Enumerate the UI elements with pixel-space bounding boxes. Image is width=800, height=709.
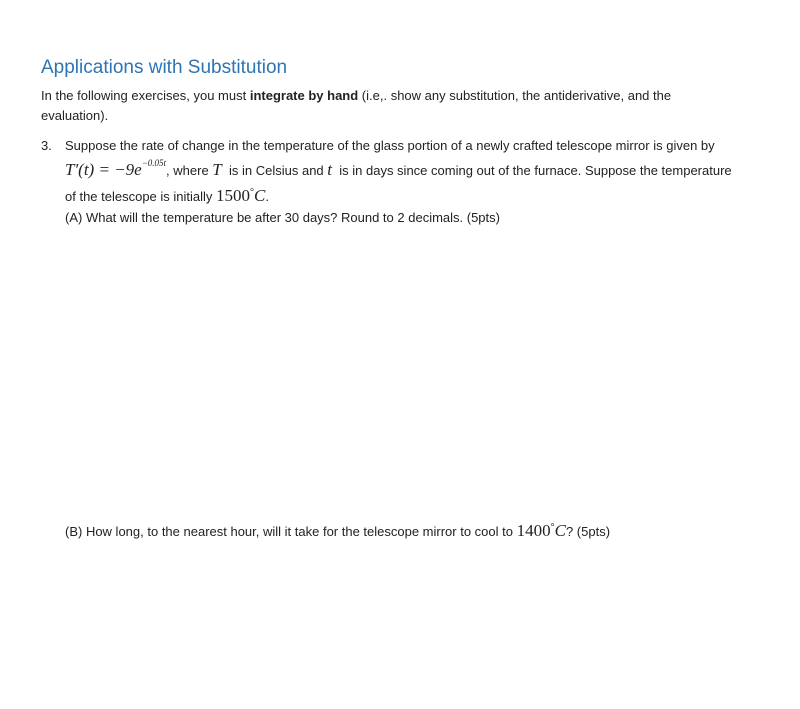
question-line-1: Suppose the rate of change in the temperature of the glass portion of a newly crafted telescope mirror is given by xyxy=(65,138,715,153)
line2-text-c: is in days since coming out of the furnace. Suppose the temperature xyxy=(335,163,732,178)
intro-text-before: In the following exercises, you must xyxy=(41,88,250,103)
initial-temperature: 1500°C xyxy=(216,186,266,205)
formula-lhs: T′(t) = −9e xyxy=(65,160,142,179)
question-line-2 xyxy=(65,157,732,183)
part-a: (A) What will the temperature be after 30 days? Round to 2 decimals. (5pts) xyxy=(65,210,500,225)
target-temperature: 1400°C xyxy=(516,521,566,540)
formula-exponent: −0.05t xyxy=(141,158,167,168)
intro-bold-text: integrate by hand xyxy=(249,88,359,103)
intro-paragraph xyxy=(41,86,741,126)
variable-T: T xyxy=(212,160,222,179)
question-number: 3. xyxy=(41,138,52,153)
derivative-formula xyxy=(65,160,166,179)
line3-text: of the telescope is initially xyxy=(65,189,217,204)
part-b-end: ? (5pts) xyxy=(565,524,611,539)
degree-mark: ° xyxy=(250,187,255,198)
line2-text-a: , where xyxy=(166,163,213,178)
part-b xyxy=(65,520,610,542)
variable-t: t xyxy=(327,160,333,179)
degree-mark-b: ° xyxy=(550,522,555,533)
question-line-3 xyxy=(65,185,269,207)
intro-text-after: (i.e,. show any substitution, the antiderivative, and the evaluation). xyxy=(41,88,672,123)
section-title: Applications with Substitution xyxy=(41,57,288,78)
part-b-text: (B) How long, to the nearest hour, will it take for the telescope mirror to cool to xyxy=(65,524,517,539)
line3-end: . xyxy=(265,189,269,204)
line2-text-b: is in Celsius and xyxy=(225,163,328,178)
